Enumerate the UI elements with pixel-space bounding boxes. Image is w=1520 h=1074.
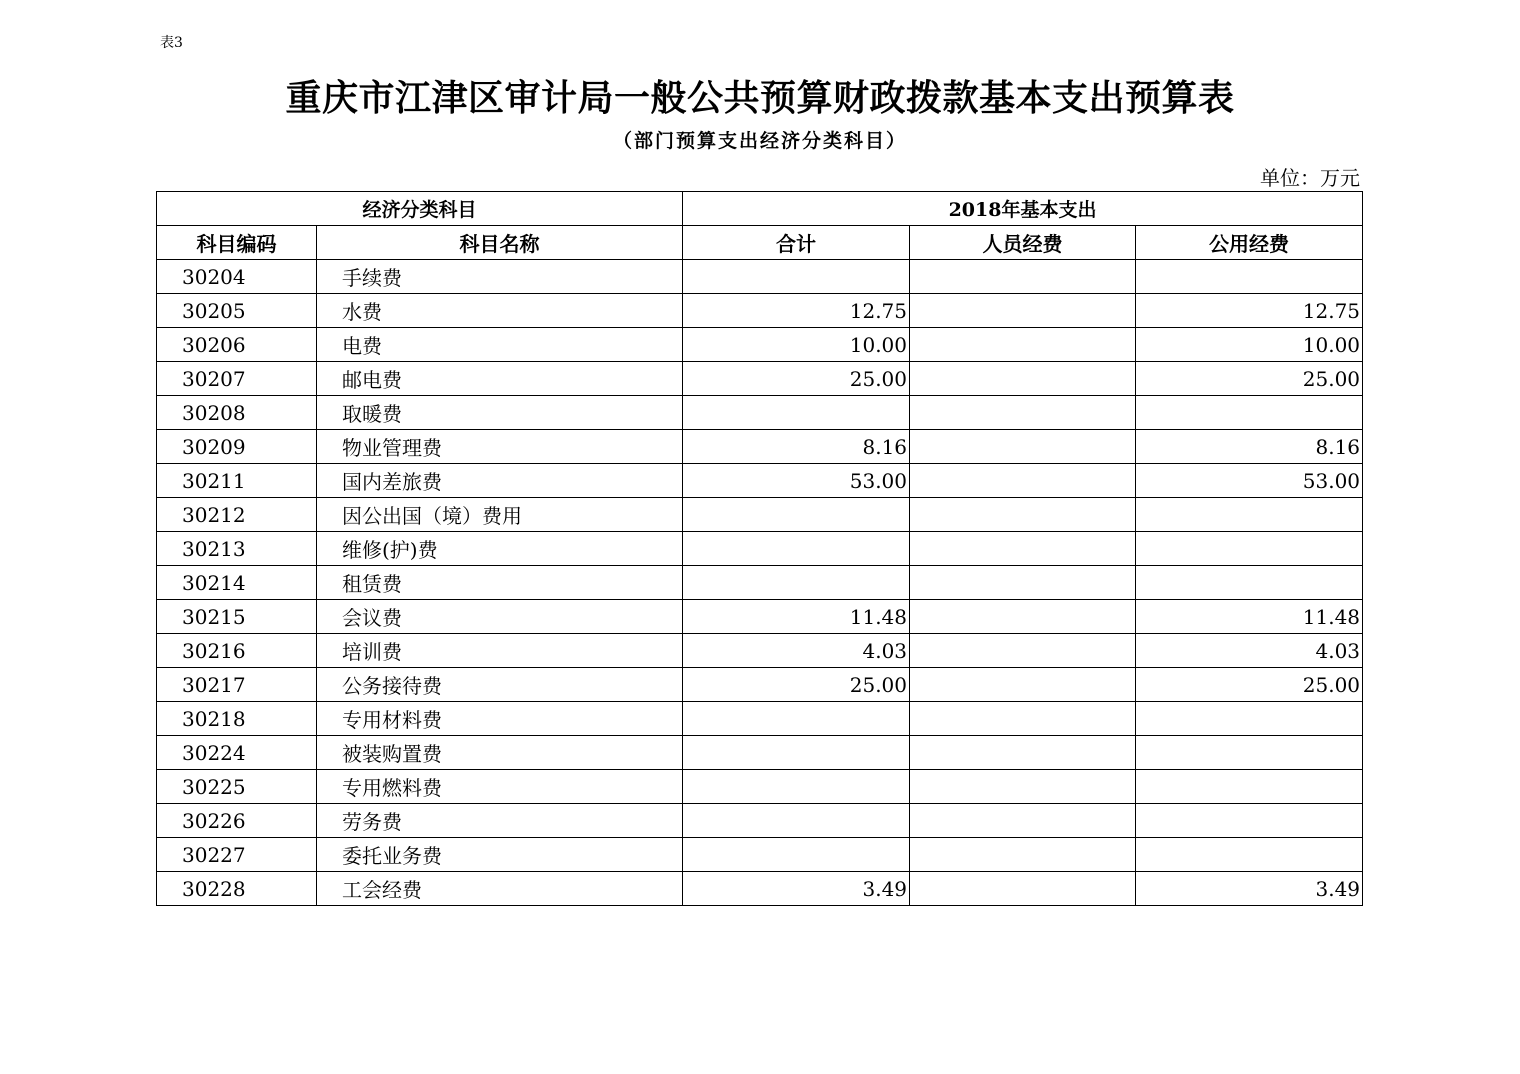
- table-row: [157, 294, 1363, 328]
- header-code: 科目编码: [157, 226, 317, 260]
- cell-public: 11.48: [1136, 600, 1363, 634]
- cell-total: 12.75: [683, 294, 910, 328]
- cell-public: 53.00: [1136, 464, 1363, 498]
- cell-name: 物业管理费: [317, 430, 683, 464]
- cell-public: 12.75: [1136, 294, 1363, 328]
- cell-name: 电费: [317, 328, 683, 362]
- cell-personnel: [910, 804, 1136, 838]
- cell-total: [683, 702, 910, 736]
- cell-code: 30224: [157, 736, 317, 770]
- cell-code: 30212: [157, 498, 317, 532]
- table-row: [157, 872, 1363, 906]
- cell-public: [1136, 770, 1363, 804]
- table-row: [157, 736, 1363, 770]
- cell-personnel: [910, 668, 1136, 702]
- cell-personnel: [910, 872, 1136, 906]
- cell-total: [683, 838, 910, 872]
- cell-public: [1136, 498, 1363, 532]
- cell-code: 30208: [157, 396, 317, 430]
- cell-code: 30215: [157, 600, 317, 634]
- cell-code: 30205: [157, 294, 317, 328]
- cell-personnel: [910, 362, 1136, 396]
- cell-name: 手续费: [317, 260, 683, 294]
- table-row: [157, 260, 1363, 294]
- cell-name: 会议费: [317, 600, 683, 634]
- table-row: [157, 498, 1363, 532]
- cell-total: [683, 804, 910, 838]
- header-economic-classification: 经济分类科目: [157, 192, 683, 226]
- cell-total: 10.00: [683, 328, 910, 362]
- header-column-row: [157, 226, 1363, 260]
- cell-personnel: [910, 396, 1136, 430]
- document-title: 重庆市江津区审计局一般公共预算财政拨款基本支出预算表: [285, 78, 1235, 119]
- cell-personnel: [910, 294, 1136, 328]
- cell-public: [1136, 260, 1363, 294]
- cell-total: 11.48: [683, 600, 910, 634]
- cell-name: 水费: [317, 294, 683, 328]
- unit-label: 单位：万元: [1260, 166, 1360, 190]
- header-name: 科目名称: [317, 226, 683, 260]
- cell-public: [1136, 838, 1363, 872]
- cell-personnel: [910, 702, 1136, 736]
- cell-name: 邮电费: [317, 362, 683, 396]
- cell-name: 国内差旅费: [317, 464, 683, 498]
- cell-personnel: [910, 838, 1136, 872]
- cell-public: [1136, 702, 1363, 736]
- cell-total: 8.16: [683, 430, 910, 464]
- header-group-row: [157, 192, 1363, 226]
- header-total: 合计: [683, 226, 910, 260]
- table-row: [157, 328, 1363, 362]
- cell-code: 30204: [157, 260, 317, 294]
- cell-personnel: [910, 430, 1136, 464]
- table-row: [157, 600, 1363, 634]
- table-row: [157, 770, 1363, 804]
- cell-name: 租赁费: [317, 566, 683, 600]
- table-row: [157, 668, 1363, 702]
- cell-personnel: [910, 464, 1136, 498]
- cell-name: 培训费: [317, 634, 683, 668]
- cell-total: 25.00: [683, 362, 910, 396]
- table-row: [157, 804, 1363, 838]
- table-number-label: 表3: [160, 35, 183, 51]
- cell-total: 25.00: [683, 668, 910, 702]
- cell-public: 3.49: [1136, 872, 1363, 906]
- header-public: 公用经费: [1136, 226, 1363, 260]
- cell-public: 10.00: [1136, 328, 1363, 362]
- cell-public: 25.00: [1136, 668, 1363, 702]
- cell-total: [683, 260, 910, 294]
- table-row: [157, 566, 1363, 600]
- cell-code: 30207: [157, 362, 317, 396]
- cell-code: 30217: [157, 668, 317, 702]
- cell-total: 3.49: [683, 872, 910, 906]
- cell-name: 公务接待费: [317, 668, 683, 702]
- cell-personnel: [910, 498, 1136, 532]
- budget-table: [156, 191, 1363, 906]
- cell-name: 专用燃料费: [317, 770, 683, 804]
- cell-code: 30228: [157, 872, 317, 906]
- cell-public: [1136, 804, 1363, 838]
- table-row: [157, 396, 1363, 430]
- cell-name: 维修(护)费: [317, 532, 683, 566]
- cell-public: 4.03: [1136, 634, 1363, 668]
- table-row: [157, 464, 1363, 498]
- cell-code: 30225: [157, 770, 317, 804]
- cell-personnel: [910, 770, 1136, 804]
- table-row: [157, 362, 1363, 396]
- cell-total: 4.03: [683, 634, 910, 668]
- cell-personnel: [910, 532, 1136, 566]
- cell-name: 取暖费: [317, 396, 683, 430]
- cell-code: 30226: [157, 804, 317, 838]
- cell-code: 30213: [157, 532, 317, 566]
- cell-code: 30218: [157, 702, 317, 736]
- cell-name: 工会经费: [317, 872, 683, 906]
- cell-total: [683, 532, 910, 566]
- header-personnel: 人员经费: [910, 226, 1136, 260]
- cell-code: 30227: [157, 838, 317, 872]
- table-row: [157, 702, 1363, 736]
- cell-public: 25.00: [1136, 362, 1363, 396]
- cell-total: [683, 396, 910, 430]
- cell-personnel: [910, 634, 1136, 668]
- cell-total: [683, 498, 910, 532]
- cell-code: 30209: [157, 430, 317, 464]
- table-row: [157, 430, 1363, 464]
- cell-name: 专用材料费: [317, 702, 683, 736]
- cell-code: 30211: [157, 464, 317, 498]
- cell-code: 30216: [157, 634, 317, 668]
- cell-name: 因公出国（境）费用: [317, 498, 683, 532]
- cell-public: [1136, 396, 1363, 430]
- cell-public: [1136, 736, 1363, 770]
- table-row: [157, 838, 1363, 872]
- cell-personnel: [910, 328, 1136, 362]
- cell-total: [683, 770, 910, 804]
- cell-code: 30206: [157, 328, 317, 362]
- cell-public: [1136, 566, 1363, 600]
- cell-personnel: [910, 600, 1136, 634]
- cell-public: [1136, 532, 1363, 566]
- document-subtitle: （部门预算支出经济分类科目）: [612, 130, 907, 152]
- table-row: [157, 634, 1363, 668]
- cell-name: 劳务费: [317, 804, 683, 838]
- header-basic-expenditure-2018: 2018年基本支出: [683, 192, 1363, 226]
- cell-personnel: [910, 566, 1136, 600]
- cell-name: 被装购置费: [317, 736, 683, 770]
- cell-personnel: [910, 736, 1136, 770]
- cell-total: 53.00: [683, 464, 910, 498]
- cell-personnel: [910, 260, 1136, 294]
- cell-total: [683, 566, 910, 600]
- table-row: [157, 532, 1363, 566]
- cell-code: 30214: [157, 566, 317, 600]
- cell-total: [683, 736, 910, 770]
- table-body: [157, 260, 1363, 906]
- cell-name: 委托业务费: [317, 838, 683, 872]
- cell-public: 8.16: [1136, 430, 1363, 464]
